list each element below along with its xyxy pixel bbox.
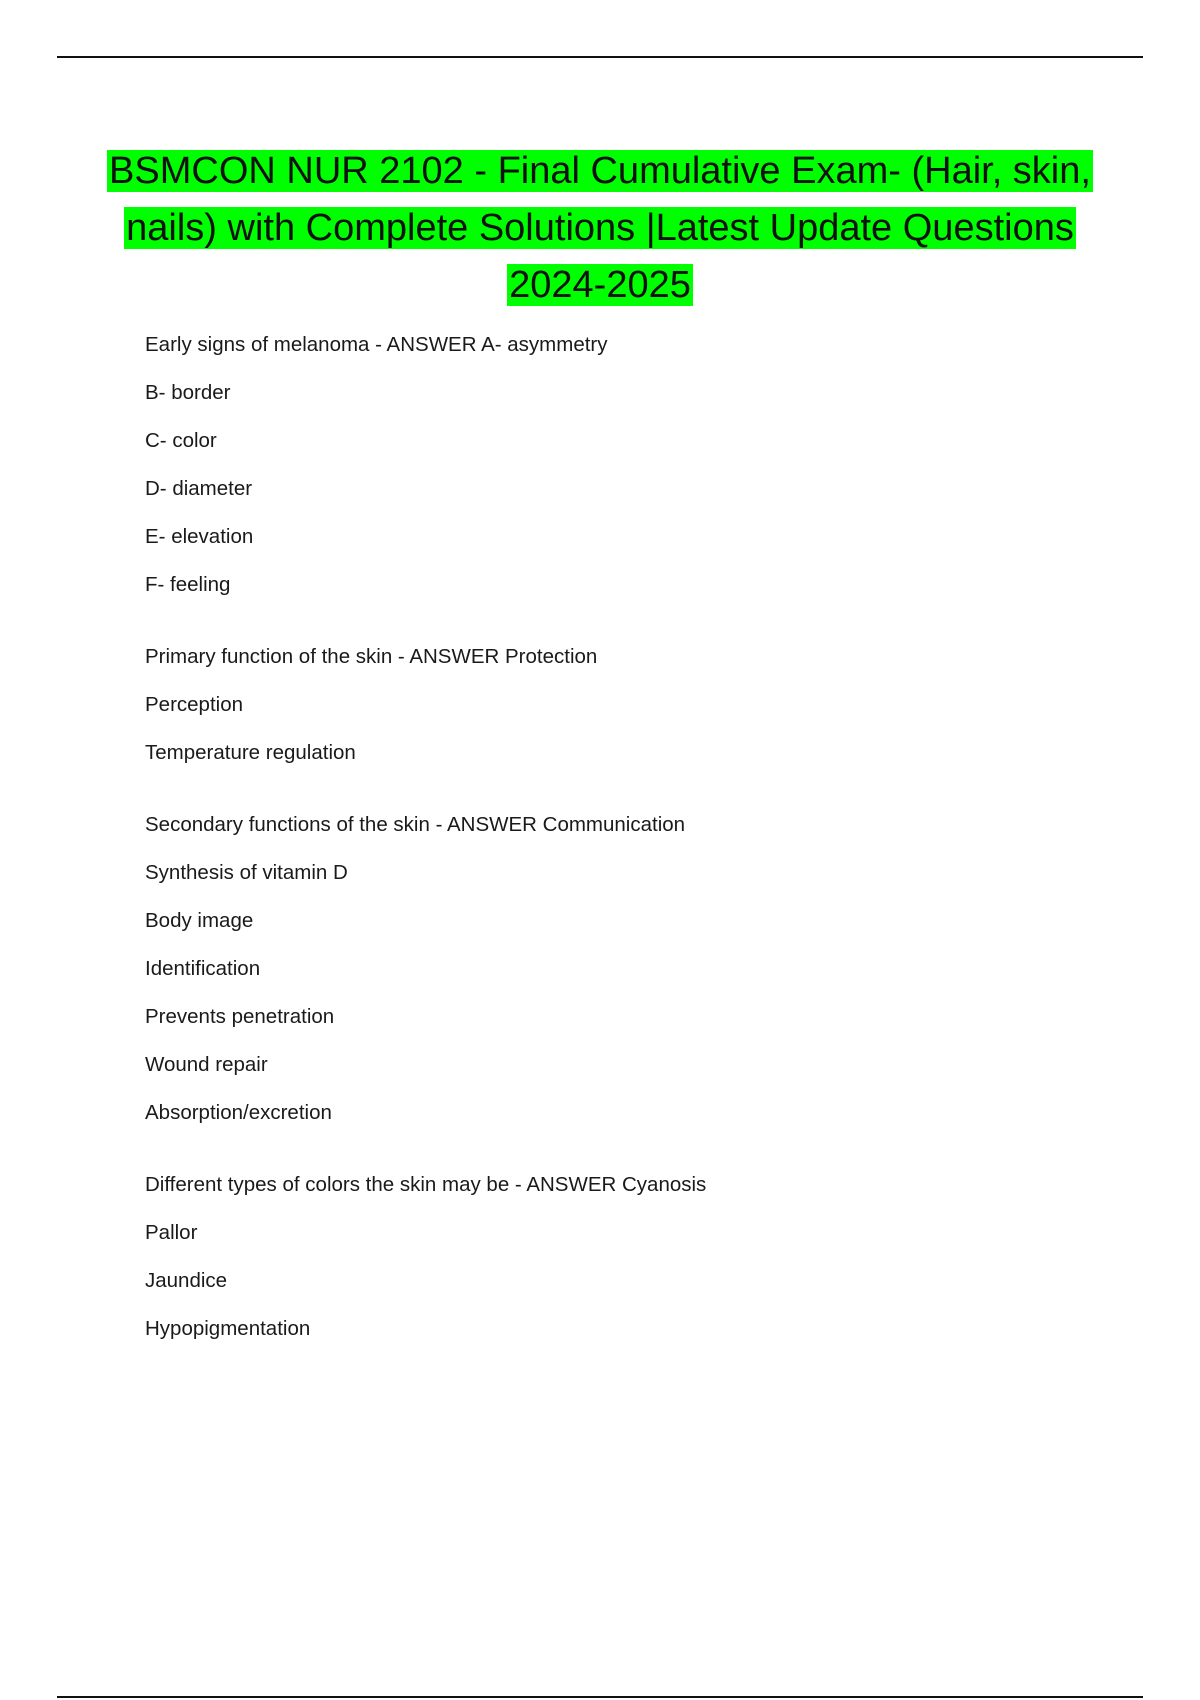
answer-line: F- feeling [145, 573, 231, 596]
answer-line: D- diameter [145, 477, 253, 500]
answer-line: C- color [145, 429, 217, 452]
answer-line: Wound repair [145, 1053, 268, 1076]
answer-line: Identification [145, 957, 261, 980]
document-title [100, 143, 1100, 314]
answer-line: B- border [145, 381, 231, 404]
question-line: Early signs of melanoma - ANSWER A- asymmetry [145, 333, 608, 356]
answer-line: Prevents penetration [145, 1005, 335, 1028]
qa-block-primary-function [145, 645, 1045, 765]
title-block [100, 143, 1100, 314]
answer-line: Hypopigmentation [145, 1317, 311, 1340]
question-line: Secondary functions of the skin - ANSWER Communication [145, 813, 686, 836]
answer-line: Perception [145, 693, 244, 716]
answer-line: Absorption/excretion [145, 1101, 332, 1124]
answer-line: Temperature regulation [145, 741, 356, 764]
highlighted-title-text: BSMCON NUR 2102 - Final Cumulative Exam- (Hair, skin, nails) with Complete Solutions |Latest Update Questions 2024-2025 [109, 150, 1091, 306]
document-body [145, 333, 1045, 1341]
answer-line: Body image [145, 909, 254, 932]
qa-block-skin-colors [145, 1173, 1045, 1341]
footer-rule [57, 1696, 1143, 1698]
qa-block-secondary-functions [145, 813, 1045, 1125]
answer-line: Pallor [145, 1221, 198, 1244]
question-line: Primary function of the skin - ANSWER Protection [145, 645, 598, 668]
question-line: Different types of colors the skin may be - ANSWER Cyanosis [145, 1173, 707, 1196]
answer-line: Synthesis of vitamin D [145, 861, 348, 884]
qa-block-melanoma [145, 333, 1045, 597]
header-rule [57, 56, 1143, 58]
answer-line: E- elevation [145, 525, 254, 548]
answer-line: Jaundice [145, 1269, 228, 1292]
